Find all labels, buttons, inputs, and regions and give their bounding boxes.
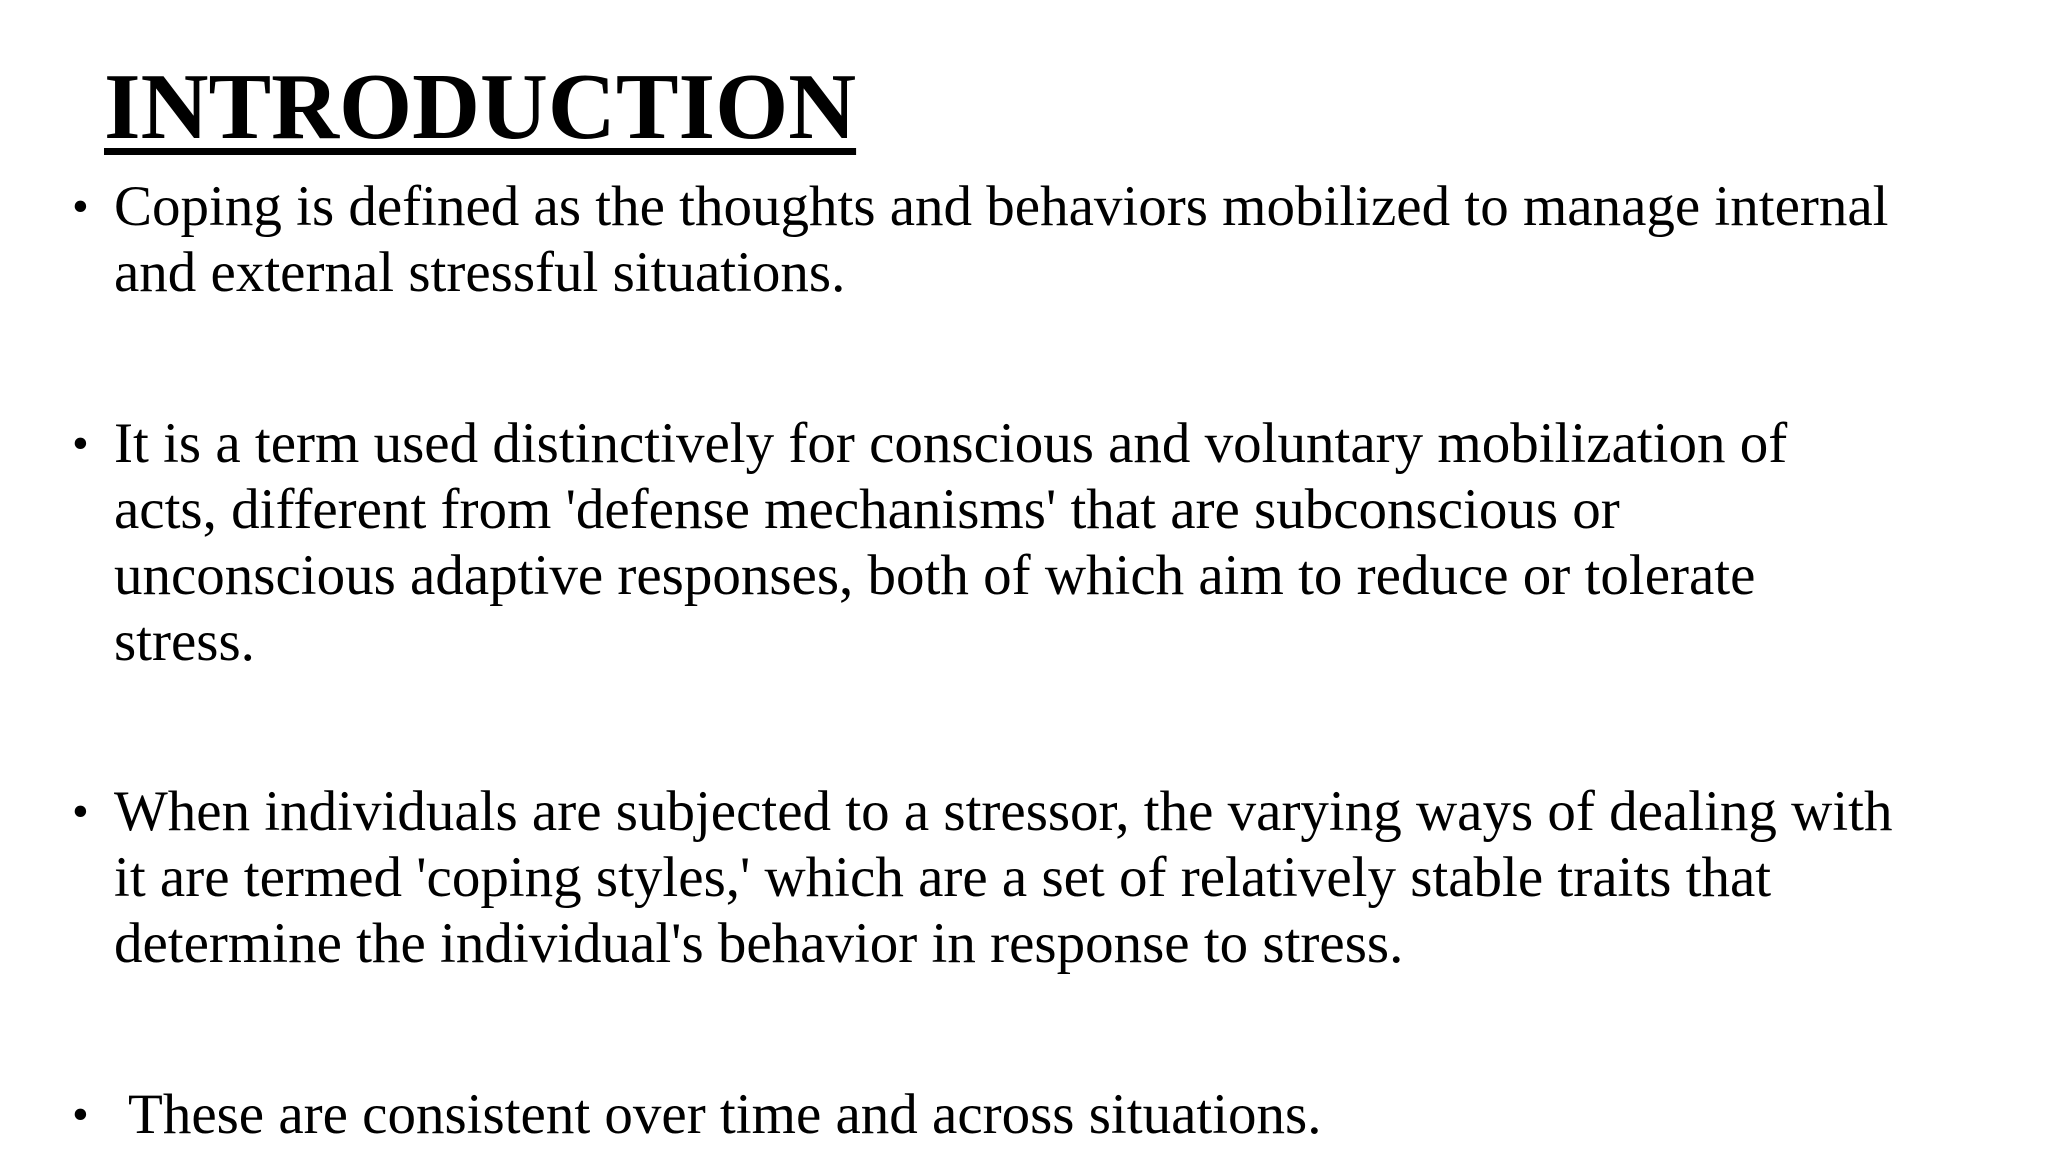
bullet-text — [114, 174, 2014, 306]
bullet-text — [128, 1082, 2028, 1148]
bullet-text — [114, 411, 2014, 675]
bullet-line: and external stressful situations. — [114, 241, 846, 304]
bullet-line: Coping is defined as the thoughts and behaviors mobilized to manage internal — [114, 175, 1889, 238]
bullet-icon: • — [72, 180, 89, 233]
bullet-line: determine the individual's behavior in response to stress. — [114, 912, 1404, 975]
bullet-line: acts, different from 'defense mechanisms' that are subconscious or — [114, 478, 1620, 541]
bullet-line: When individuals are subjected to a stressor, the varying ways of dealing with — [114, 780, 1893, 843]
bullet-line: These are consistent over time and across situations. — [128, 1083, 1322, 1146]
bullet-icon: • — [72, 417, 89, 470]
bullet-icon: • — [72, 785, 89, 838]
bullet-line: it are termed 'coping styles,' which are a set of relatively stable traits that — [114, 846, 1772, 909]
bullet-line: It is a term used distinctively for conscious and voluntary mobilization of — [114, 412, 1788, 475]
bullet-icon: • — [72, 1088, 89, 1141]
bullet-line: unconscious adaptive responses, both of which aim to reduce or tolerate — [114, 544, 1756, 607]
bullet-text — [114, 779, 2014, 977]
bullet-line: stress. — [114, 610, 255, 673]
slide-title: INTRODUCTION — [104, 55, 857, 159]
